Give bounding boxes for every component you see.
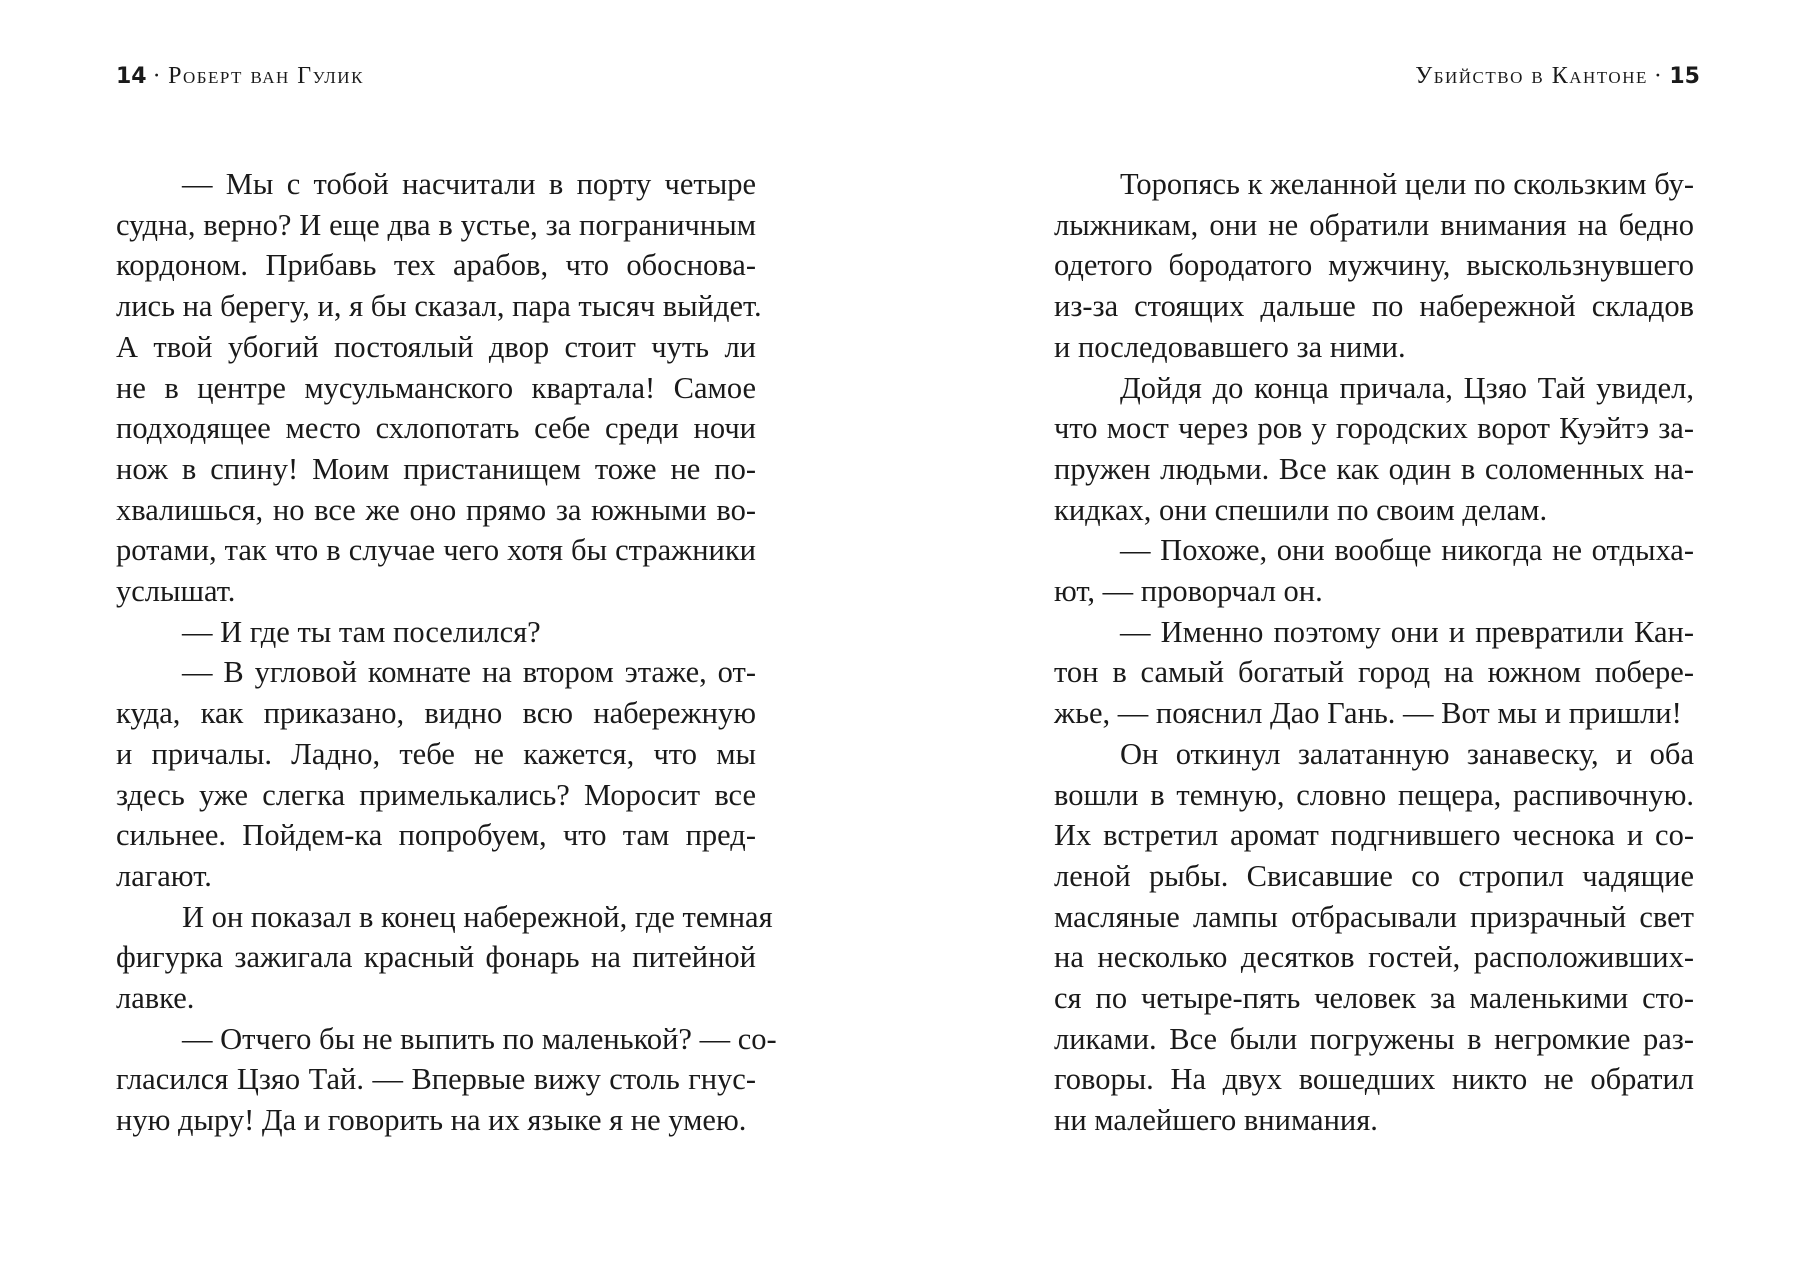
right-page-number: 15 xyxy=(1669,64,1700,89)
text-line: ротами, так что в случае чего хотя бы стражники xyxy=(116,533,756,568)
text-line: Он откинул залатанную занавеску, и оба xyxy=(1120,736,1694,771)
text-line: подходящее место схлопотать себе среди ночи xyxy=(116,411,756,446)
text-line: услышат. xyxy=(116,574,236,609)
text-line: фигурка зажигала красный фонарь на питейной xyxy=(116,940,756,975)
text-line: судна, верно? И еще два в устье, за пограничным xyxy=(116,207,756,242)
paragraph xyxy=(116,612,756,653)
text-line: ни малейшего внимания. xyxy=(1054,1103,1378,1138)
right-head-title: Убийство в Кантоне xyxy=(1415,63,1648,89)
text-line: вошли в темную, словно пещера, распивочную. xyxy=(1054,777,1694,812)
text-line: кордоном. Прибавь тех арабов, что обоснова- xyxy=(116,248,756,283)
text-line: Их встретил аромат подгнившего чеснока и со- xyxy=(1054,818,1694,853)
right-running-head xyxy=(1415,60,1700,93)
paragraph xyxy=(116,897,773,1019)
text-line: не в центре мусульманского квартала! Самое xyxy=(116,370,756,405)
text-line: — В угловой комнате на втором этаже, от- xyxy=(182,655,756,690)
right-page xyxy=(1054,0,1700,1268)
text-line: Дойдя до конца причала, Цзяо Тай увидел, xyxy=(1120,370,1694,405)
text-line: жье, — пояснил Дао Гань. — Вот мы и пришли! xyxy=(1054,696,1682,731)
right-body-text xyxy=(1054,164,1694,1141)
left-page xyxy=(116,0,777,1268)
text-line: гласился Цзяо Тай. — Впервые вижу столь гнус- xyxy=(116,1062,756,1097)
left-page-number: 14 xyxy=(116,64,147,89)
left-head-author: Роберт ван Гулик xyxy=(168,63,364,89)
text-line: здесь уже слегка примелькались? Моросит все xyxy=(116,777,756,812)
text-line: ся по четыре-пять человек за маленькими сто- xyxy=(1054,981,1694,1016)
text-line: — Мы с тобой насчитали в порту четыре xyxy=(182,167,756,201)
text-line: из-за стоящих дальше по набережной складов xyxy=(1054,289,1694,324)
text-line: — Похоже, они вообще никогда не отдыха- xyxy=(1120,533,1694,568)
paragraph xyxy=(1054,612,1694,734)
right-head-separator: · xyxy=(1653,63,1664,89)
paragraph xyxy=(116,652,756,896)
paragraph xyxy=(116,164,762,612)
paragraph xyxy=(1054,530,1694,611)
paragraph xyxy=(1054,368,1694,531)
text-line: и последовавшего за ними. xyxy=(1054,329,1406,364)
text-line: тон в самый богатый город на южном побере- xyxy=(1054,655,1694,690)
text-line: и причалы. Ладно, тебе не кажется, что мы xyxy=(116,736,756,771)
left-running-head xyxy=(116,60,364,93)
text-line: Торопясь к желанной цели по скользким бу- xyxy=(1120,167,1694,201)
text-line: на несколько десятков гостей, расположивших- xyxy=(1054,940,1694,975)
text-line: пружен людьми. Все как один в соломенных на- xyxy=(1054,451,1694,486)
text-line: — Именно поэтому они и превратили Кан- xyxy=(1120,614,1694,649)
left-head-separator: · xyxy=(152,63,163,89)
text-line: лыжникам, они не обратили внимания на бедно xyxy=(1054,207,1694,242)
text-line: лавке. xyxy=(116,981,195,1016)
text-line: ную дыру! Да и говорить на их языке я не умею. xyxy=(116,1103,747,1138)
text-line: ют, — проворчал он. xyxy=(1054,574,1323,609)
text-line: сильнее. Пойдем-ка попробуем, что там пред- xyxy=(116,818,756,853)
text-line: масляные лампы отбрасывали призрачный свет xyxy=(1054,899,1694,934)
text-line: — Отчего бы не выпить по маленькой? — со- xyxy=(182,1021,777,1056)
text-line: лись на берегу, и, я бы сказал, пара тысяч выйдет. xyxy=(116,289,762,324)
text-line: что мост через ров у городских ворот Куэйтэ за- xyxy=(1054,411,1694,446)
text-line: И он показал в конец набережной, где темная xyxy=(182,899,773,934)
text-line: — И где ты там поселился? xyxy=(182,614,541,649)
text-line: одетого бородатого мужчину, выскользнувшего xyxy=(1054,248,1694,283)
text-line: нож в спину! Моим пристанищем тоже не по- xyxy=(116,451,756,486)
text-line: ликами. Все были погружены в негромкие раз- xyxy=(1054,1021,1694,1056)
text-line: хвалишься, но все же оно прямо за южными во- xyxy=(116,492,756,527)
text-line: А твой убогий постоялый двор стоит чуть ли xyxy=(116,329,756,364)
text-line: леной рыбы. Свисавшие со стропил чадящие xyxy=(1054,858,1694,893)
text-line: говоры. На двух вошедших никто не обратил xyxy=(1054,1062,1694,1097)
text-line: лагают. xyxy=(116,858,212,893)
paragraph xyxy=(1054,734,1694,1141)
text-line: куда, как приказано, видно всю набережную xyxy=(116,696,756,731)
left-body-text xyxy=(116,164,777,1141)
text-line: кидках, они спешили по своим делам. xyxy=(1054,492,1548,527)
paragraph xyxy=(116,1019,777,1141)
paragraph xyxy=(1054,164,1694,368)
